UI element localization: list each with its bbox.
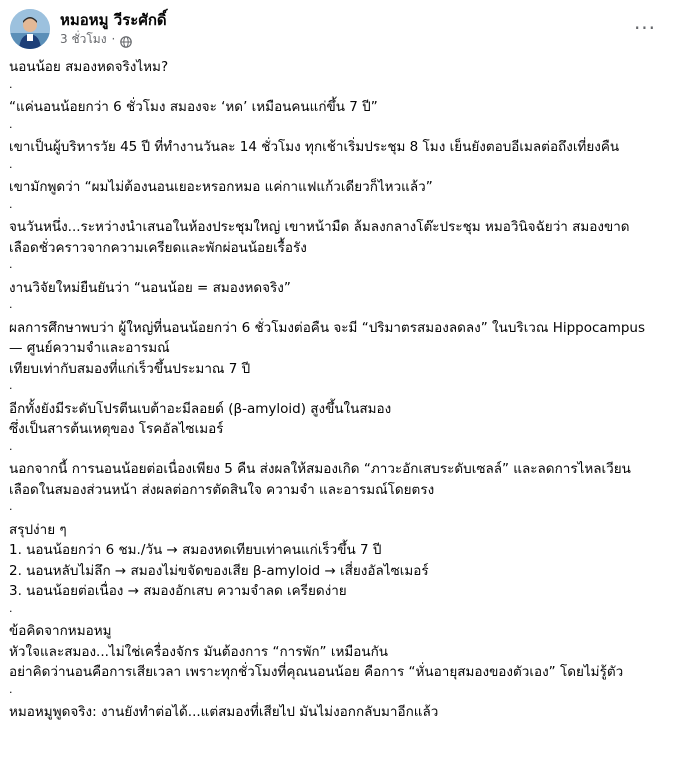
paragraph-separator: . <box>9 77 13 91</box>
paragraph-separator: . <box>9 298 13 311</box>
post-text-line: จนวันหนึ่ง...ระหว่างนำเสนอในห้องประชุมใหญ่ เขาหน้ามืด ล้มลงกลางโต๊ะประชุม หมอวินิจฉัยว่า สมองขาด <box>9 219 630 235</box>
post-text-line: สรุปง่าย ๆ <box>9 521 67 538</box>
post-text-line: หัวใจและสมอง...ไม่ใช่เครื่องจักร มันต้องการ “การพัก” เหมือนกัน <box>9 643 388 660</box>
post-text-line: นอกจากนี้ การนอนน้อยต่อเนื่องเพียง 5 คืน ส่งผลให้สมองเกิด “ภาวะอักเสบระดับเซลล์” และลดการไหลเวียน <box>9 461 631 477</box>
post-body <box>9 58 664 724</box>
paragraph-separator: . <box>9 379 13 392</box>
paragraph-separator: . <box>9 197 13 211</box>
post-text-line: งานวิจัยใหม่ยืนยันว่า “นอนน้อย = สมองหดจริง” <box>9 279 291 296</box>
post-meta <box>60 31 132 47</box>
post-header <box>0 0 673 56</box>
more-options-icon[interactable]: ··· <box>633 16 657 40</box>
meta-separator: · <box>111 32 116 46</box>
post-text-line: เลือดในสมองส่วนหน้า ส่งผลต่อการตัดสินใจ ความจำ และอารมณ์โดยตรง <box>9 481 435 498</box>
post-text-line: อย่าคิดว่านอนคือการเสียเวลา เพราะทุกชั่วโมงที่คุณนอนน้อย คือการ “หั่นอายุสมองของตัวเอง” โดยไม่รู้ตัว <box>9 664 624 680</box>
post-text-line: เขาเป็นผู้บริหารวัย 45 ปี ที่ทำงานวันละ 14 ชั่วโมง ทุกเช้าเริ่มประชุม 8 โมง เย็นยังตอบอีเมลต่อถึงเที่ยงคืน <box>9 139 620 155</box>
post-text-line: ซึ่งเป็นสารต้นเหตุของ โรคอัลไซเมอร์ <box>9 421 224 437</box>
paragraph-separator: . <box>9 500 13 513</box>
post-text-line: 3. นอนน้อยต่อเนื่อง → สมองอักเสบ ความจำลด เครียดง่าย <box>9 583 347 599</box>
paragraph-separator: . <box>9 601 13 615</box>
post-text-line: “แค่นอนน้อยกว่า 6 ชั่วโมง สมองจะ ‘หด’ เหมือนคนแก่ขึ้น 7 ปี” <box>9 99 378 115</box>
post-text-line: 1. นอนน้อยกว่า 6 ชม./วัน → สมองหดเทียบเท่าคนแก่เร็วขึ้น 7 ปี <box>9 542 382 558</box>
post-text-line: เทียบเท่ากับสมองที่แก่เร็วขึ้นประมาณ 7 ปี <box>9 360 251 377</box>
paragraph-separator: . <box>9 439 13 453</box>
post-text-line: ข้อคิดจากหมอหมู <box>9 623 112 639</box>
globe-icon[interactable] <box>120 33 132 45</box>
post-text-line: เลือดชั่วคราวจากความเครียดและพักผ่อนน้อยเรื้อรัง <box>9 239 307 256</box>
post-text-line: หมอหมูพูดจริง: งานยังทำต่อได้...แต่สมองที่เสียไป มันไม่งอกกลับมาอีกแล้ว <box>9 704 439 720</box>
paragraph-separator: . <box>9 682 13 696</box>
post-text-line: เขามักพูดว่า “ผมไม่ต้องนอนเยอะหรอกหมอ แค่กาแฟแก้วเดียวก็ไหวแล้ว” <box>9 179 433 195</box>
avatar[interactable] <box>10 9 50 49</box>
paragraph-separator: . <box>9 157 13 171</box>
post-text-line: — ศูนย์ความจำและอารมณ์ <box>9 340 170 356</box>
post-text-line: นอนน้อย สมองหดจริงไหม? <box>9 59 169 75</box>
post-text-line: 2. นอนหลับไม่ลึก → สมองไม่ขจัดของเสีย β-amyloid → เสี่ยงอัลไซเมอร์ <box>9 562 429 579</box>
author-name[interactable]: หมอหมู วีระศักดิ์ <box>60 11 167 29</box>
post-timestamp[interactable]: 3 ชั่วโมง <box>60 32 107 46</box>
avatar-image <box>10 9 50 49</box>
post-text-line: ผลการศึกษาพบว่า ผู้ใหญ่ที่นอนน้อยกว่า 6 ชั่วโมงต่อคืน จะมี “ปริมาตรสมองลดลง” ในบริเวณ Hippocampus <box>9 319 646 336</box>
paragraph-separator: . <box>9 117 13 131</box>
post-text-line: อีกทั้งยังมีระดับโปรตีนเบต้าอะมีลอยด์ (β-amyloid) สูงขึ้นในสมอง <box>9 400 392 417</box>
paragraph-separator: . <box>9 258 13 271</box>
